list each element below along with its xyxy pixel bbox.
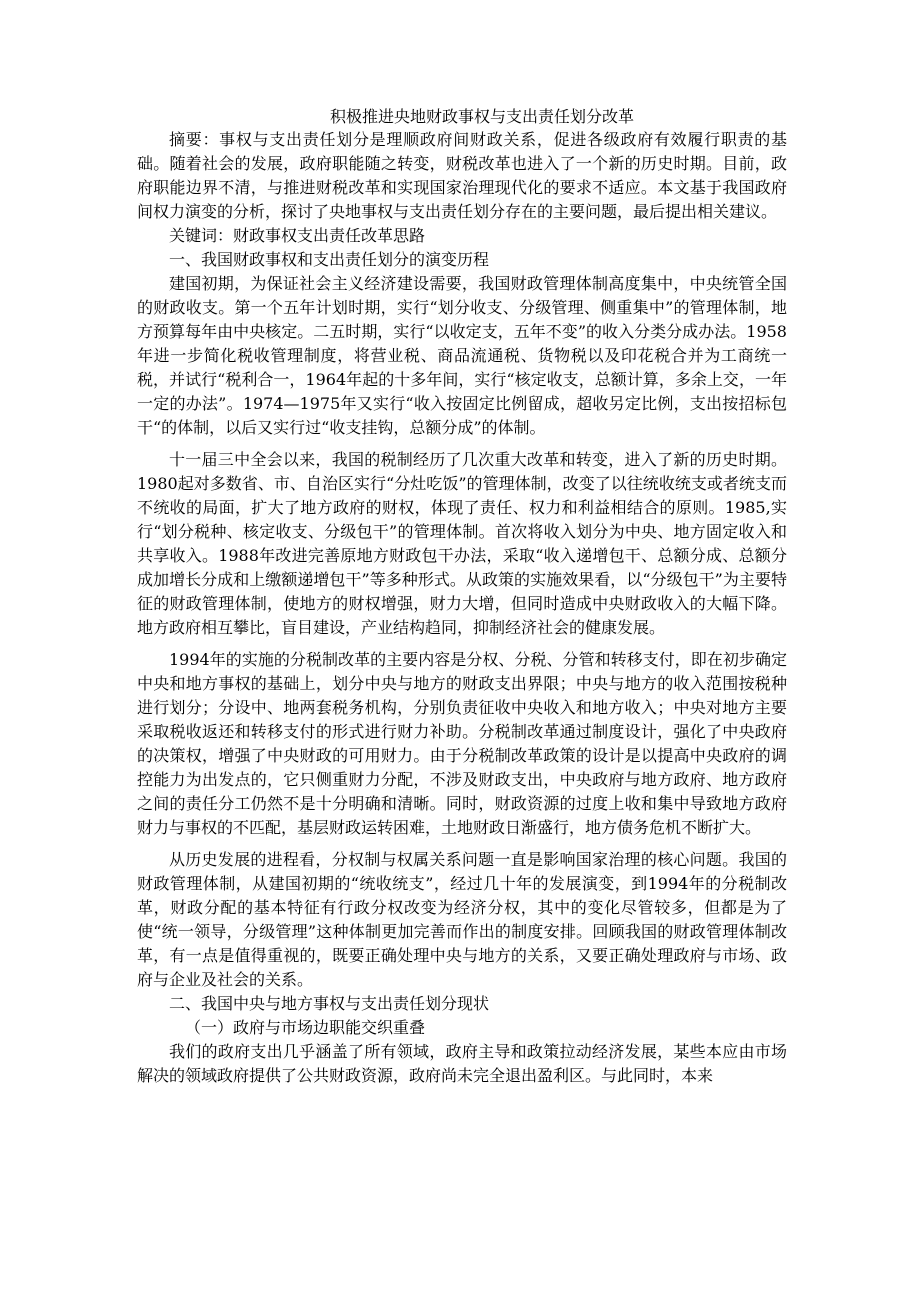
subsection-1-heading: （一）政府与市场边职能交织重叠 bbox=[185, 1018, 426, 1037]
body-paragraph-5: 我们的政府支出几乎涵盖了所有领域，政府主导和政策拉动经济发展，某些本应由市场解决的领域政府提供了公共财政资源，政府尚未完全退出盈利区。与此同时，本来 bbox=[137, 1042, 787, 1085]
body-paragraph-2: 十一届三中全会以来，我国的税制经历了几次重大改革和转变，进入了新的历史时期。1980起对多数省、市、自治区实行“分灶吃饭”的管理体制，改变了以往统收统支或者统支而不统收的局面，扩大了地方政府的财权，体现了责任、权力和利益相结合的原则。1985,实行“划分税种、核定收支、分级包干”的管理体制。首次将收入划分为中央、地方固定收入和共享收入。1988年改进完善原地方财政包干办法，采取“收入递增包干、总额分成、总额分成加增长分成和上缴额递增包干”等多种形式。从政策的实施效果看，以“分级包干”为主要特征的财政管理体制，使地方的财权增强，财力大增，但同时造成中央财政收入的大幅下降。地方政府相互攀比，盲目建设，产业结构趋同，抑制经济社会的健康发展。 bbox=[137, 450, 787, 637]
body-paragraph-3: 1994年的实施的分税制改革的主要内容是分权、分税、分管和转移支付，即在初步确定中央和地方事权的基础上，划分中央与地方的财政支出界限；中央与地方的收入范围按税种进行划分；分设中、地两套税务机构，分别负责征收中央收入和地方收入；中央对地方主要采取税收返还和转移支付的形式进行财力补助。分税制改革通过制度设计，强化了中央政府的决策权，增强了中央财政的可用财力。由于分税制改革政策的设计是以提高中央政府的调控能力为出发点的，它只侧重财力分配，不涉及财政支出，中央政府与地方政府、地方政府之间的责任分工仍然不是十分明确和清晰。同时，财政资源的过度上收和集中导致地方政府财力与事权的不匹配，基层财政运转困难，土地财政日渐盛行，地方债务危机不断扩大。 bbox=[137, 650, 787, 837]
document-title: 积极推进央地财政事权与支出责任划分改革 bbox=[329, 107, 634, 126]
abstract-paragraph: 摘要：事权与支出责任划分是理顺政府间财政关系，促进各级政府有效履行职责的基础。随着社会的发展，政府职能随之转变，财税改革也进入了一个新的历史时期。目前，政府职能边界不清，与推进财税改革和实现国家治理现代化的要求不适应。本文基于我国政府间权力演变的分析，探讨了央地事权与支出责任划分存在的主要问题，最后提出相关建议。 bbox=[137, 130, 787, 221]
keywords-line: 关键词：财政事权支出责任改革思路 bbox=[169, 226, 426, 245]
document-page bbox=[137, 106, 787, 1088]
section-1-heading: 一、我国财政事权和支出责任划分的演变历程 bbox=[169, 250, 490, 269]
section-2-heading: 二、我国中央与地方事权与支出责任划分现状 bbox=[169, 994, 490, 1013]
body-paragraph-1: 建国初期，为保证社会主义经济建设需要，我国财政管理体制高度集中，中央统管全国的财政收支。第一个五年计划时期，实行“划分收支、分级管理、侧重集中”的管理体制，地方预算每年由中央核定。二五时期，实行“以收定支，五年不变”的收入分类分成办法。1958年进一步简化税收管理制度，将营业税、商品流通税、货物税以及印花税合并为工商统一税，并试行“税利合一，1964年起的十多年间，实行“核定收支，总额计算，多余上交，一年一定的办法”。1974—1975年又实行“收入按固定比例留成，超收另定比例，支出按招标包干“的体制，以后又实行过“收支挂钩，总额分成”的体制。 bbox=[137, 274, 787, 437]
body-paragraph-4: 从历史发展的进程看，分权制与权属关系问题一直是影响国家治理的核心问题。我国的财政管理体制，从建国初期的“统收统支”，经过几十年的发展演变，到1994年的分税制改革，财政分配的基本特征有行政分权改变为经济分权，其中的变化尽管较多，但都是为了使“统一领导，分级管理”这种体制更加完善而作出的制度安排。回顾我国的财政管理体制改革，有一点是值得重视的，既要正确处理中央与地方的关系，又要正确处理政府与市场、政府与企业及社会的关系。 bbox=[137, 850, 787, 989]
